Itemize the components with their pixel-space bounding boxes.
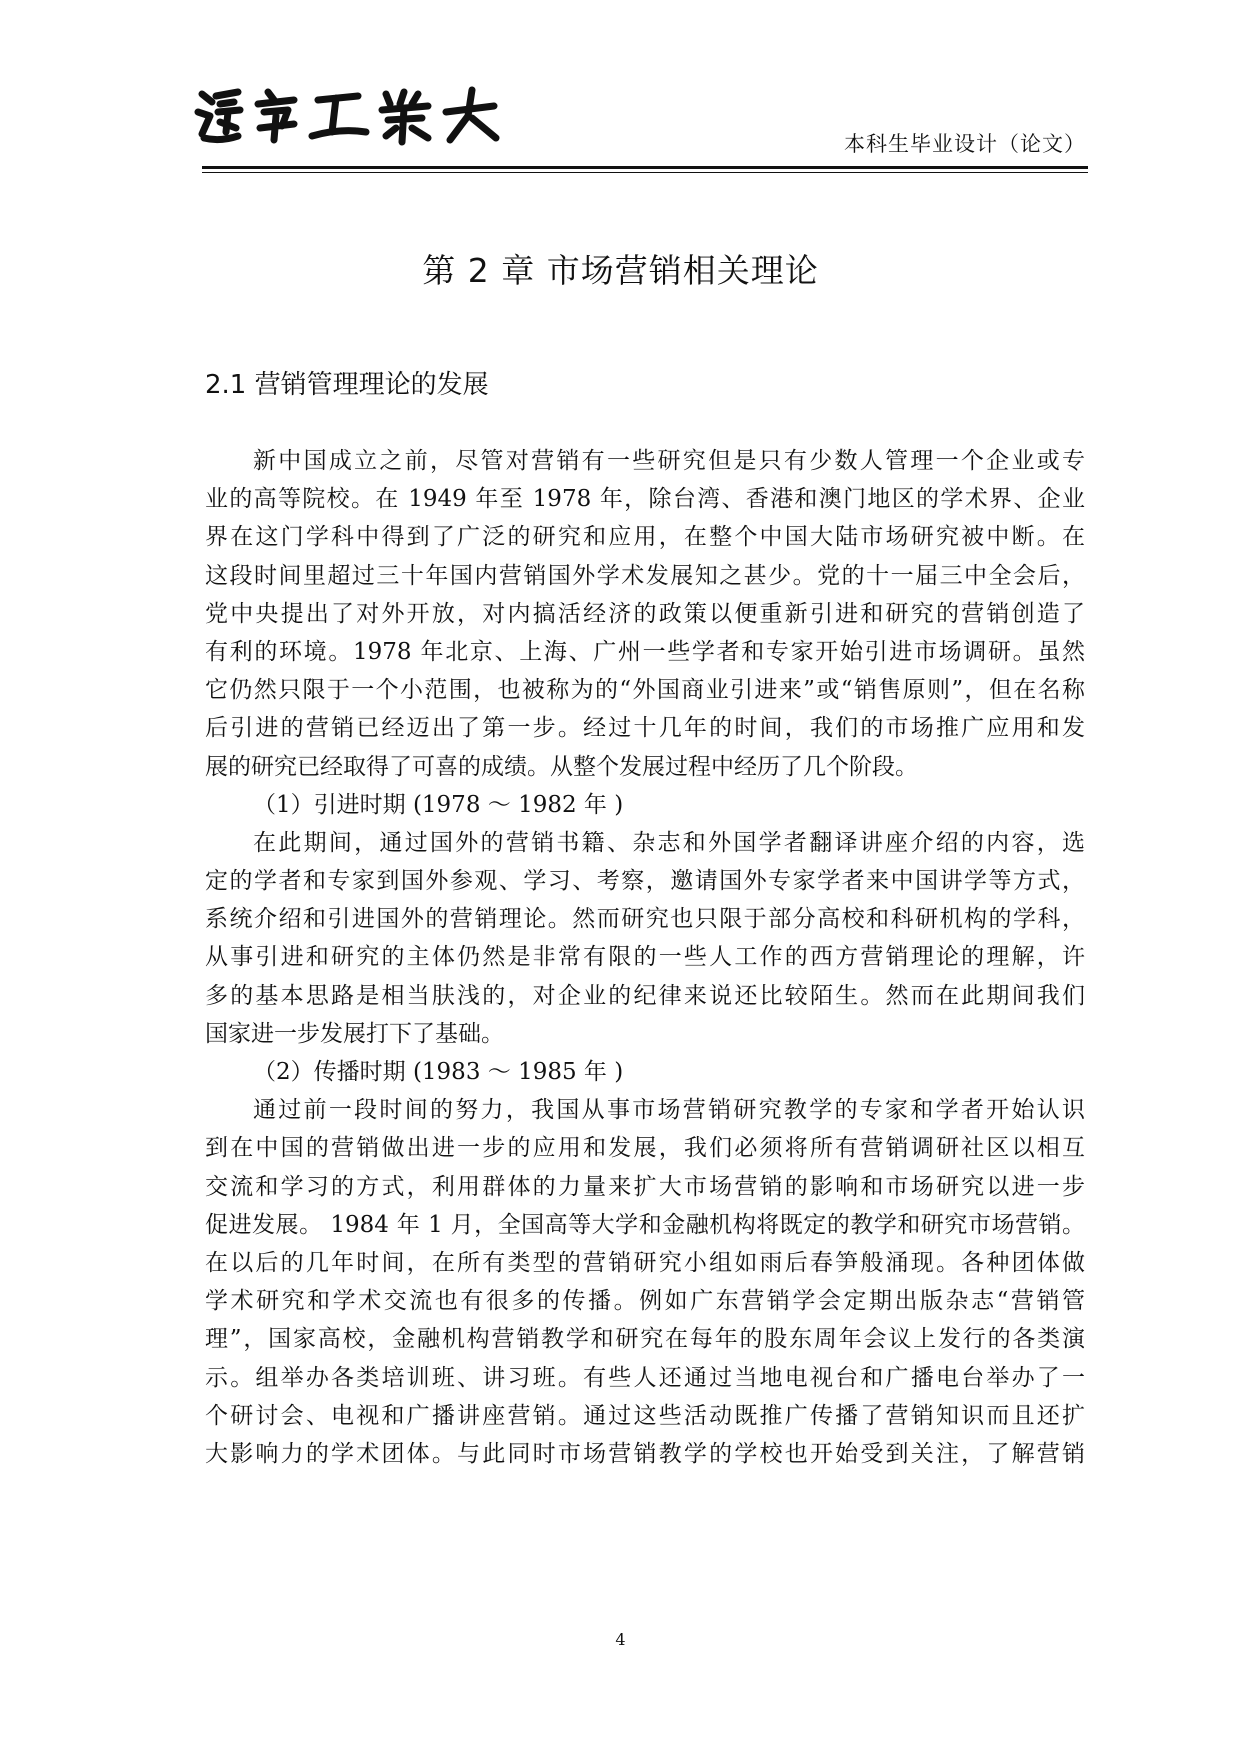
- header-rule-thick: [202, 166, 1088, 169]
- text-line: 有利的环境。1978 年北京、上海、广州一些学者和专家开始引进市场调研。虽然: [205, 638, 1085, 665]
- header-rule-thin: [202, 172, 1088, 173]
- text-line: 从事引进和研究的主体仍然是非常有限的一些人工作的西方营销理论的理解，许: [205, 944, 1085, 971]
- text-line: 定的学者和专家到国外参观、学习、考察，邀请国外专家学者来中国讲学等方式，: [205, 868, 1085, 895]
- header-thesis-label: 本科生毕业设计（论文）: [844, 132, 1086, 156]
- text-line: 个研讨会、电视和广播讲座营销。通过这些活动既推广传播了营销知识而且还扩: [205, 1402, 1085, 1429]
- text-line: 通过前一段时间的努力，我国从事市场营销研究教学的专家和学者开始认识: [253, 1097, 1085, 1124]
- text-line: 学术研究和学术交流也有很多的传播。例如广东营销学会定期出版杂志“营销管: [205, 1288, 1085, 1315]
- text-line: 它仍然只限于一个小范围，也被称为的“外国商业引进来”或“销售原则”，但在名称: [205, 677, 1085, 704]
- text-line: 业的高等院校。在 1949 年至 1978 年，除台湾、香港和澳门地区的学术界、企业: [205, 486, 1085, 513]
- text-line: 到在中国的营销做出进一步的应用和发展，我们必须将所有营销调研社区以相互: [205, 1135, 1085, 1162]
- page-number: 4: [615, 1630, 626, 1649]
- chapter-title: 第 2 章 市场营销相关理论: [422, 251, 819, 290]
- university-logo: [190, 82, 520, 146]
- text-line: （2）传播时期 (1983 ～ 1985 年 ): [253, 1059, 624, 1085]
- logo-text: 遼寧工業大學: [190, 144, 196, 145]
- text-line: 交流和学习的方式，利用群体的力量来扩大市场营销的影响和市场研究以进一步: [205, 1173, 1085, 1200]
- text-line: 理”，国家高校，金融机构营销教学和研究在每年的股东周年会议上发行的各类演: [205, 1326, 1085, 1353]
- text-line: 党中央提出了对外开放，对内搞活经济的政策以便重新引进和研究的营销创造了: [205, 600, 1085, 627]
- text-line: 在此期间，通过国外的营销书籍、杂志和外国学者翻译讲座介绍的内容，选: [253, 829, 1085, 856]
- text-line: 展的研究已经取得了可喜的成绩。从整个发展过程中经历了几个阶段。: [205, 753, 918, 780]
- text-line: 这段时间里超过三十年国内营销国外学术发展知之甚少。党的十一届三中全会后，: [205, 562, 1085, 589]
- text-line: （1）引进时期 (1978 ～ 1982 年 ): [253, 791, 624, 818]
- text-line: 后引进的营销已经迈出了第一步。经过十几年的时间，我们的市场推广应用和发: [205, 715, 1085, 742]
- text-line: 界在这门学科中得到了广泛的研究和应用，在整个中国大陆市场研究被中断。在: [205, 524, 1085, 551]
- text-line: 促进发展。 1984 年 1 月，全国高等大学和金融机构将既定的教学和研究市场营销。: [205, 1211, 1085, 1238]
- text-line: 示。组举办各类培训班、讲习班。有些人还通过当地电视台和广播电台举办了一: [205, 1364, 1085, 1391]
- section-title: 2.1 营销管理理论的发展: [205, 370, 489, 400]
- text-line: 多的基本思路是相当肤浅的，对企业的纪律来说还比较陌生。然而在此期间我们: [205, 982, 1085, 1009]
- body-text: [205, 442, 1085, 1473]
- text-line: 国家进一步发展打下了基础。: [205, 1020, 504, 1047]
- text-line: 大影响力的学术团体。与此同时市场营销教学的学校也开始受到关注，了解营销: [205, 1440, 1085, 1467]
- text-line: 在以后的几年时间，在所有类型的营销研究小组如雨后春笋般涌现。各种团体做: [205, 1249, 1085, 1276]
- text-line: 系统介绍和引进国外的营销理论。然而研究也只限于部分高校和科研机构的学科，: [205, 906, 1085, 933]
- text-line: 新中国成立之前，尽管对营销有一些研究但是只有少数人管理一个企业或专: [253, 448, 1085, 474]
